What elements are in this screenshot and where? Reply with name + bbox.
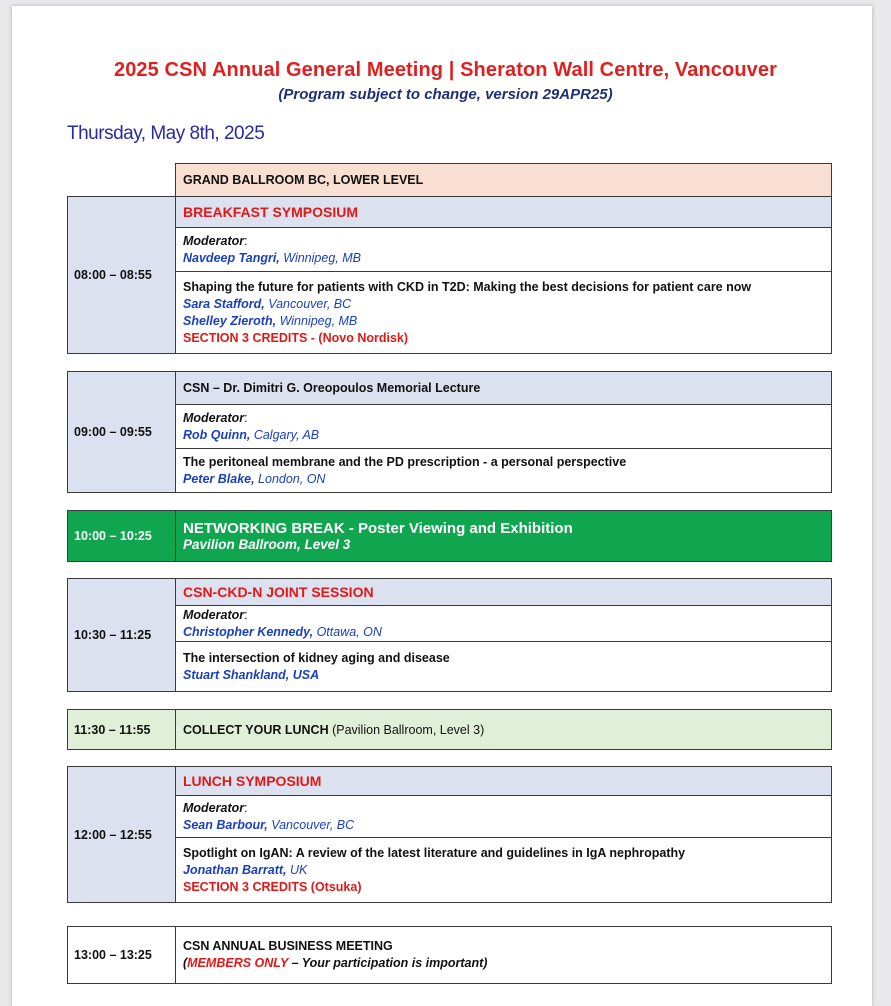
session-block-joint-session [67, 578, 832, 692]
room-header: GRAND BALLROOM BC, LOWER LEVEL [176, 164, 832, 197]
moderator-cell: Moderator: Christopher Kennedy, Ottawa, ON [176, 606, 832, 642]
time-slot: 08:00 – 08:55 [68, 197, 176, 354]
time-slot: 09:00 – 09:55 [68, 372, 176, 493]
session-title: LUNCH SYMPOSIUM [176, 767, 832, 796]
page-subtitle: (Program subject to change, version 29APR25) [278, 86, 613, 103]
session-block-collect-lunch [67, 709, 832, 750]
moderator-cell: Moderator: Rob Quinn, Calgary, AB [176, 405, 832, 449]
business-meeting-cell: CSN ANNUAL BUSINESS MEETING (MEMBERS ONLY – Your participation is important) [176, 927, 832, 984]
break-cell: NETWORKING BREAK - Poster Viewing and Exhibition Pavilion Ballroom, Level 3 [176, 511, 832, 562]
session-title: BREAKFAST SYMPOSIUM [176, 197, 832, 228]
talk-cell: Spotlight on IgAN: A review of the latest literature and guidelines in IgA nephropathy Jonathan Barratt, UK SECTION 3 CREDITS (Otsuka) [176, 838, 832, 903]
moderator-cell: Moderator: Sean Barbour, Vancouver, BC [176, 796, 832, 838]
session-block-networking-break [67, 510, 832, 562]
time-slot: 11:30 – 11:55 [68, 710, 176, 750]
session-block-lunch-symposium [67, 766, 832, 903]
session-block-breakfast [67, 163, 832, 354]
time-slot: 12:00 – 12:55 [68, 767, 176, 903]
moderator-cell: Moderator: Navdeep Tangri, Winnipeg, MB [176, 228, 832, 272]
session-block-lecture [67, 371, 832, 493]
talk-cell: Shaping the future for patients with CKD in T2D: Making the best decisions for patient care now Sara Stafford, Vancouver, BC Shelley Zieroth, Winnipeg, MB SECTION 3 CREDITS - (Novo Nordisk) [176, 272, 832, 354]
session-block-business-meeting [67, 926, 832, 984]
day-heading: Thursday, May 8th, 2025 [67, 123, 265, 144]
page-title: 2025 CSN Annual General Meeting | Sheraton Wall Centre, Vancouver [113, 59, 777, 81]
time-slot: 10:30 – 11:25 [68, 579, 176, 692]
session-title: CSN – Dr. Dimitri G. Oreopoulos Memorial Lecture [176, 372, 832, 405]
time-slot: 13:00 – 13:25 [68, 927, 176, 984]
session-title: CSN-CKD-N JOINT SESSION [176, 579, 832, 606]
talk-cell: The peritoneal membrane and the PD prescription - a personal perspective Peter Blake, London, ON [176, 449, 832, 493]
time-slot: 10:00 – 10:25 [68, 511, 176, 562]
talk-cell: The intersection of kidney aging and disease Stuart Shankland, USA [176, 642, 832, 692]
lunch-cell: COLLECT YOUR LUNCH (Pavilion Ballroom, Level 3) [176, 710, 832, 750]
